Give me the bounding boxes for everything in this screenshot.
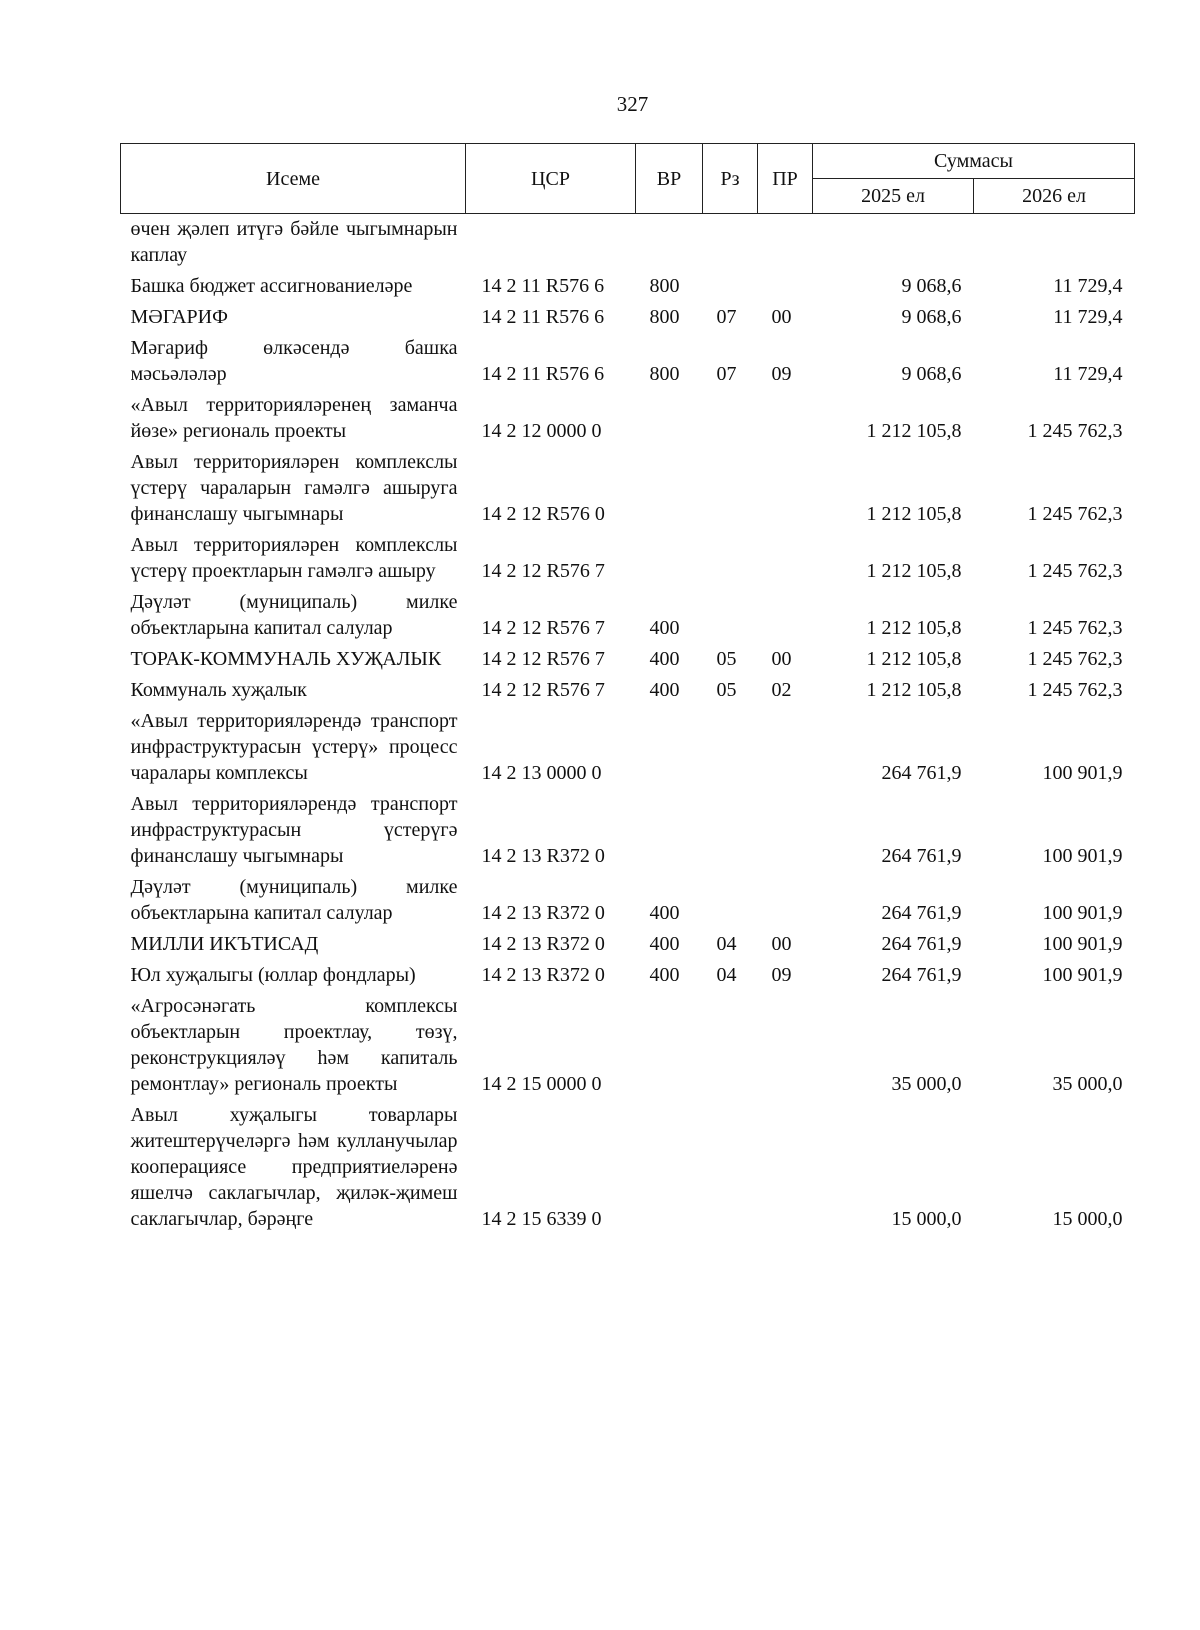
cell-y2025: 35 000,0 [891, 1073, 962, 1095]
header-year-2026: 2026 ел [974, 179, 1135, 214]
cell-rz [703, 587, 758, 644]
cell-y2025: 264 761,9 [881, 964, 962, 986]
cell-rz: 07 [716, 363, 737, 385]
cell-pr: 09 [771, 363, 792, 385]
cell-vr: 400 [649, 902, 680, 924]
cell-csr: 14 2 12 R576 7 [481, 617, 605, 639]
cell-y2025: 264 761,9 [881, 762, 962, 784]
table-row [121, 960, 1135, 991]
cell-y2026: 11 729,4 [1053, 306, 1123, 328]
cell-rz [703, 447, 758, 530]
header-csr: ЦСР [466, 144, 636, 214]
cell-csr: 14 2 12 R576 7 [481, 679, 605, 701]
cell-y2025: 9 068,6 [901, 275, 962, 297]
cell-y2025: 1 212 105,8 [866, 503, 962, 525]
cell-csr [466, 214, 636, 272]
cell-y2025: 9 068,6 [901, 306, 962, 328]
table-row [121, 271, 1135, 302]
table-body [121, 214, 1135, 1236]
cell-y2026: 1 245 762,3 [1027, 679, 1123, 701]
cell-y2026: 1 245 762,3 [1027, 560, 1123, 582]
cell-name: Дәүләт (муниципаль) милке объектларына капитал салулар [130, 876, 458, 924]
cell-vr: 400 [649, 648, 680, 670]
cell-rz: 07 [716, 306, 737, 328]
cell-pr [758, 390, 813, 447]
header-year-2025: 2025 ел [813, 179, 974, 214]
cell-pr [758, 991, 813, 1100]
table-row [121, 447, 1135, 530]
cell-pr [758, 706, 813, 789]
table-row [121, 587, 1135, 644]
table-header [121, 144, 1135, 214]
header-vr: ВР [636, 144, 703, 214]
cell-name: «Авыл территорияләрендә транспорт инфраструктурасын үстерү» процесс чаралары комплексы [130, 710, 458, 784]
cell-vr: 800 [649, 306, 680, 328]
cell-y2026: 100 901,9 [1042, 933, 1123, 955]
cell-vr [636, 706, 703, 789]
cell-y2025: 264 761,9 [881, 933, 962, 955]
cell-name: «Агросәнәгать комплексы объектларын проектлау, төзү, реконструкцияләү һәм капиталь ремонтлау» региональ проекты [130, 995, 458, 1095]
cell-y2026: 11 729,4 [1053, 363, 1123, 385]
table-row [121, 675, 1135, 706]
cell-y2025 [813, 214, 974, 272]
cell-y2026: 1 245 762,3 [1027, 648, 1123, 670]
cell-vr [636, 530, 703, 587]
cell-vr: 800 [649, 363, 680, 385]
cell-y2026: 1 245 762,3 [1027, 617, 1123, 639]
cell-csr: 14 2 11 R576 6 [481, 275, 605, 297]
cell-csr: 14 2 12 0000 0 [481, 420, 602, 442]
cell-vr [636, 214, 703, 272]
table-row [121, 991, 1135, 1100]
table-row [121, 644, 1135, 675]
cell-y2026: 100 901,9 [1042, 762, 1123, 784]
cell-name: Авыл хуҗалыгы товарлары житештерүчеләргә һәм кулланучылар кооперациясе предприятиеләренә яшелчә саклагычлар, җиләк-җимеш саклагычлар, бәрәңге [130, 1104, 458, 1230]
cell-rz [703, 1100, 758, 1235]
cell-name: Мәгариф өлкәсендә башка мәсьәләләр [130, 337, 458, 385]
cell-csr: 14 2 13 R372 0 [481, 902, 605, 924]
cell-rz [703, 706, 758, 789]
cell-y2025: 1 212 105,8 [866, 648, 962, 670]
cell-rz: 04 [716, 964, 737, 986]
cell-rz [703, 789, 758, 872]
cell-y2025: 264 761,9 [881, 845, 962, 867]
cell-csr: 14 2 12 R576 7 [481, 648, 605, 670]
cell-name: Авыл территорияләрен комплекслы үстерү проектларын гамәлгә ашыру [130, 534, 458, 582]
cell-name: Юл хуҗалыгы (юллар фондлары) [130, 964, 416, 986]
header-sum: Суммасы [813, 144, 1135, 179]
cell-pr [758, 447, 813, 530]
header-rz: Рз [703, 144, 758, 214]
cell-pr [758, 872, 813, 929]
table-row [121, 530, 1135, 587]
cell-csr: 14 2 11 R576 6 [481, 363, 605, 385]
cell-csr: 14 2 13 R372 0 [481, 845, 605, 867]
cell-rz: 05 [716, 648, 737, 670]
cell-csr: 14 2 12 R576 7 [481, 560, 605, 582]
table-row [121, 789, 1135, 872]
table-row [121, 333, 1135, 390]
cell-rz [703, 271, 758, 302]
cell-rz [703, 872, 758, 929]
cell-csr: 14 2 13 R372 0 [481, 933, 605, 955]
cell-pr: 02 [771, 679, 792, 701]
budget-table [120, 143, 1135, 1235]
cell-name: өчен җәлеп итүгә бәйле чыгымнарын каплау [130, 218, 458, 266]
cell-y2026 [974, 214, 1135, 272]
cell-vr [636, 447, 703, 530]
cell-vr [636, 390, 703, 447]
cell-name: Башка бюджет ассигнованиеләре [130, 275, 413, 297]
header-name: Исеме [121, 144, 466, 214]
cell-pr: 00 [771, 648, 792, 670]
cell-pr [758, 587, 813, 644]
cell-pr [758, 1100, 813, 1235]
cell-y2026: 100 901,9 [1042, 964, 1123, 986]
cell-name: «Авыл территорияләренең заманча йөзе» региональ проекты [130, 394, 458, 442]
table-row [121, 872, 1135, 929]
cell-name: ТОРАК-КОММУНАЛЬ ХУҖАЛЫК [130, 648, 442, 670]
cell-rz [703, 390, 758, 447]
cell-vr [636, 789, 703, 872]
cell-rz [703, 530, 758, 587]
cell-y2025: 1 212 105,8 [866, 617, 962, 639]
cell-rz [703, 214, 758, 272]
cell-csr: 14 2 13 R372 0 [481, 964, 605, 986]
cell-pr [758, 530, 813, 587]
cell-pr [758, 214, 813, 272]
table-row [121, 302, 1135, 333]
page-number: 327 [616, 92, 649, 116]
cell-pr: 09 [771, 964, 792, 986]
cell-y2026: 11 729,4 [1053, 275, 1123, 297]
cell-rz: 04 [716, 933, 737, 955]
cell-vr: 400 [649, 933, 680, 955]
cell-csr: 14 2 15 0000 0 [481, 1073, 602, 1095]
cell-vr: 400 [649, 964, 680, 986]
cell-rz [703, 991, 758, 1100]
cell-name: МИЛЛИ ИКЪТИСАД [130, 933, 319, 955]
cell-y2026: 35 000,0 [1052, 1073, 1123, 1095]
cell-pr [758, 789, 813, 872]
cell-y2026: 15 000,0 [1052, 1208, 1123, 1230]
header-pr: ПР [758, 144, 813, 214]
cell-rz: 05 [716, 679, 737, 701]
cell-y2026: 1 245 762,3 [1027, 503, 1123, 525]
cell-pr: 00 [771, 306, 792, 328]
cell-pr [758, 271, 813, 302]
cell-vr: 800 [649, 275, 680, 297]
cell-name: Авыл территорияләрен комплекслы үстерү чараларын гамәлгә ашыруга финанслашу чыгымнары [130, 451, 458, 525]
cell-name: Коммуналь хуҗалык [130, 679, 307, 701]
table-row [121, 706, 1135, 789]
cell-csr: 14 2 15 6339 0 [481, 1208, 602, 1230]
cell-pr: 00 [771, 933, 792, 955]
table-row [121, 1100, 1135, 1235]
cell-csr: 14 2 13 0000 0 [481, 762, 602, 784]
cell-y2026: 100 901,9 [1042, 845, 1123, 867]
cell-y2025: 1 212 105,8 [866, 679, 962, 701]
cell-y2025: 9 068,6 [901, 363, 962, 385]
table-row [121, 390, 1135, 447]
table-row [121, 929, 1135, 960]
cell-y2026: 100 901,9 [1042, 902, 1123, 924]
cell-name: Авыл территорияләрендә транспорт инфраструктурасын үстерүгә финанслашу чыгымнары [130, 793, 458, 867]
cell-csr: 14 2 11 R576 6 [481, 306, 605, 328]
cell-y2025: 1 212 105,8 [866, 420, 962, 442]
cell-vr: 400 [649, 617, 680, 639]
cell-y2026: 1 245 762,3 [1027, 420, 1123, 442]
cell-vr: 400 [649, 679, 680, 701]
cell-vr [636, 991, 703, 1100]
cell-name: Дәүләт (муниципаль) милке объектларына капитал салулар [130, 591, 458, 639]
cell-name: МӘГАРИФ [130, 306, 228, 328]
cell-vr [636, 1100, 703, 1235]
cell-csr: 14 2 12 R576 0 [481, 503, 605, 525]
cell-y2025: 15 000,0 [891, 1208, 962, 1230]
cell-y2025: 264 761,9 [881, 902, 962, 924]
table-row [121, 214, 1135, 272]
cell-y2025: 1 212 105,8 [866, 560, 962, 582]
